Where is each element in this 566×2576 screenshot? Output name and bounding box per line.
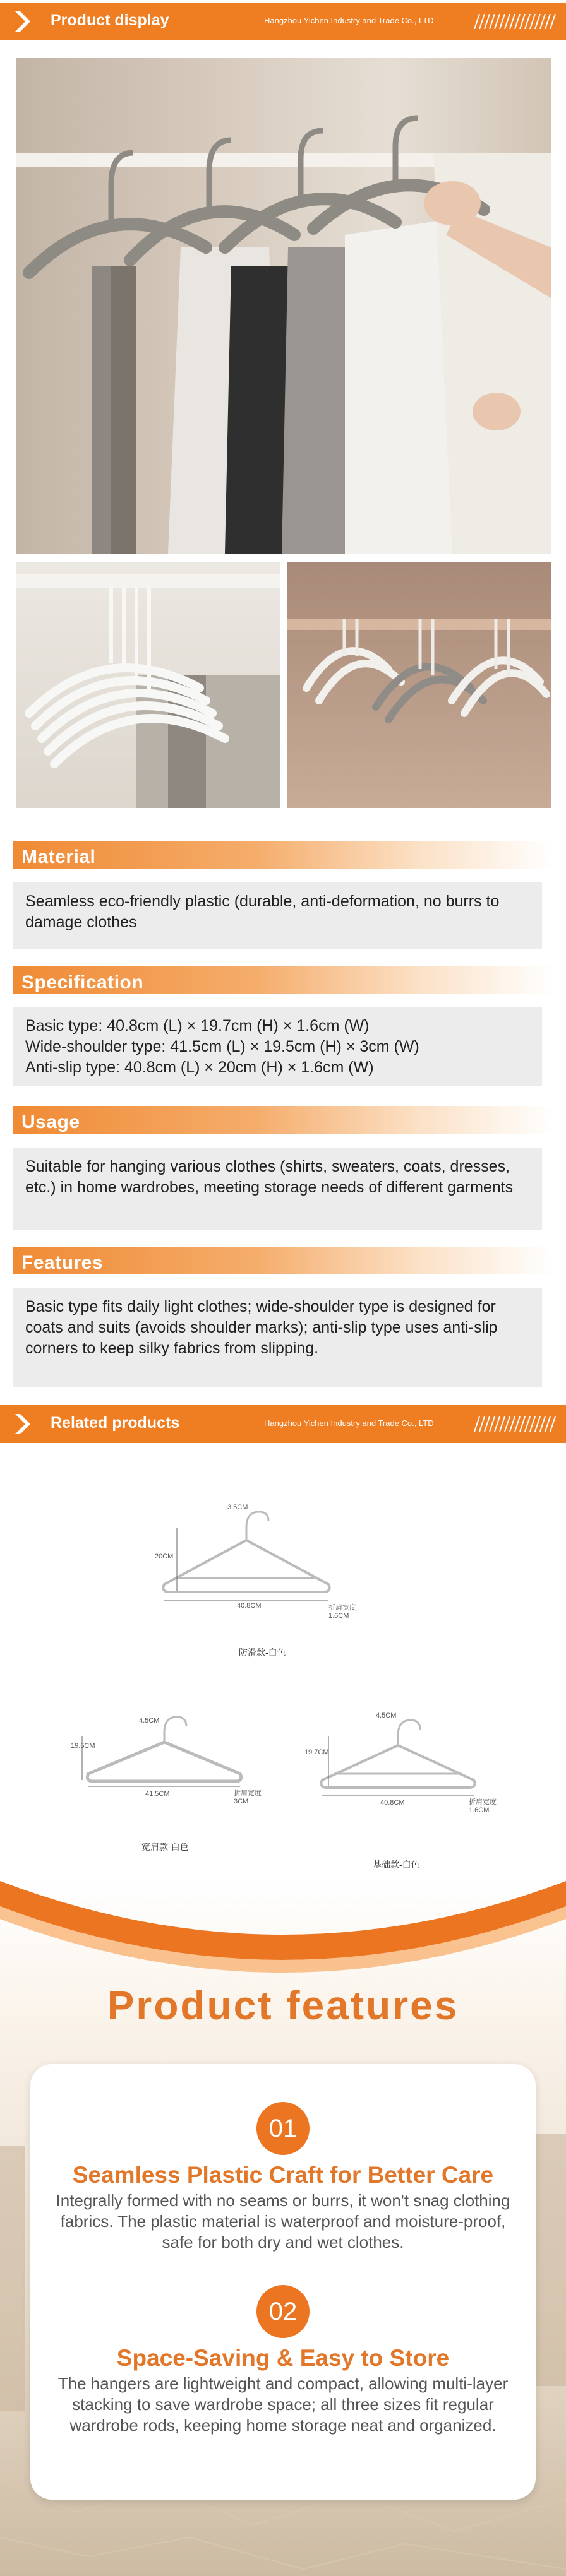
- basic-hanger-diagram: [297, 1711, 512, 1868]
- features-heading: Features: [13, 1247, 555, 1274]
- antislip-hanger-diagram: [139, 1502, 366, 1666]
- diagram-length: 40.8CM: [237, 1602, 262, 1610]
- chevron-right-icon: [11, 9, 37, 34]
- header-title: Product display: [51, 11, 169, 29]
- diagram-width: 折肩宽度 1.6CM: [328, 1604, 356, 1620]
- diagram-width: 折肩宽度 3CM: [234, 1790, 262, 1805]
- stripes-decoration: [471, 1416, 559, 1432]
- spec-line: Wide-shoulder type: 41.5cm (L) × 19.5cm (H) × 3cm (W): [25, 1038, 419, 1055]
- diagram-hook: 3.5CM: [227, 1504, 248, 1511]
- feature-text: Integrally formed with no seams or burrs, it won't snag clothing fabrics. The plastic material is waterproof and moisture-proof, safe for both dry and wet clothes.: [56, 2191, 510, 2252]
- feature-number-badge: 01: [256, 2102, 310, 2155]
- company-name: Hangzhou Yichen Industry and Trade Co., LTD: [264, 1418, 434, 1428]
- spec-line: Anti-slip type: 40.8cm (L) × 20cm (H) × 1.6cm (W): [25, 1059, 374, 1076]
- diagram-height: 20CM: [155, 1553, 174, 1560]
- feature-number-badge: 02: [256, 2285, 310, 2338]
- diagram-caption: 宽肩款-白色: [142, 1842, 189, 1852]
- diagram-length: 40.8CM: [380, 1799, 405, 1807]
- diagram-caption: 防滑款-白色: [239, 1647, 286, 1658]
- gray-white-hangers-photo: [287, 562, 551, 808]
- diagram-hook: 4.5CM: [376, 1712, 397, 1719]
- chevron-right-icon: [11, 1411, 37, 1437]
- wide-hanger-diagram: [63, 1704, 272, 1856]
- product-features-title: Product features: [107, 1983, 459, 2028]
- feature-title: Seamless Plastic Craft for Better Care: [72, 2162, 494, 2188]
- diagram-length: 41.5CM: [145, 1790, 170, 1798]
- diagram-caption: 基础款-白色: [373, 1860, 420, 1870]
- diagram-height: 19.7CM: [304, 1748, 329, 1756]
- white-hangers-photo: [16, 562, 280, 808]
- usage-text: Suitable for hanging various clothes (shirts, sweaters, coats, dresses, etc.) in home wardrobes, meeting storage needs of different garments: [13, 1148, 542, 1230]
- spec-line: Basic type: 40.8cm (L) × 19.7cm (H) × 1.6cm (W): [25, 1017, 370, 1035]
- specification-box: [13, 1007, 542, 1086]
- diagram-height: 19.5CM: [71, 1742, 95, 1750]
- material-heading: Material: [13, 841, 555, 869]
- material-text: Seamless eco-friendly plastic (durable, anti-deformation, no burrs to damage clothes: [13, 882, 542, 949]
- diagram-width: 折肩宽度 1.6CM: [469, 1798, 497, 1814]
- product-display-header: [0, 3, 566, 40]
- feature-title: Space-Saving & Easy to Store: [116, 2345, 450, 2371]
- related-products-header: [0, 1405, 566, 1443]
- company-name: Hangzhou Yichen Industry and Trade Co., LTD: [264, 16, 434, 25]
- specification-heading: Specification: [13, 966, 555, 994]
- header-title: Related products: [51, 1414, 180, 1432]
- diagram-hook: 4.5CM: [139, 1717, 160, 1724]
- stripes-decoration: [471, 14, 559, 29]
- features-text: Basic type fits daily light clothes; wide-shoulder type is designed for coats and suits (avoids shoulder marks); anti-slip type uses anti-slip corners to keep silky fabrics from slipping.: [13, 1288, 542, 1387]
- main-product-photo: [16, 58, 551, 554]
- feature-text: The hangers are lightweight and compact, allowing multi-layer stacking to save wardrobe space; all three sizes fit regular wardrobe rods, keeping home storage neat and organized.: [57, 2374, 509, 2435]
- usage-heading: Usage: [13, 1106, 555, 1134]
